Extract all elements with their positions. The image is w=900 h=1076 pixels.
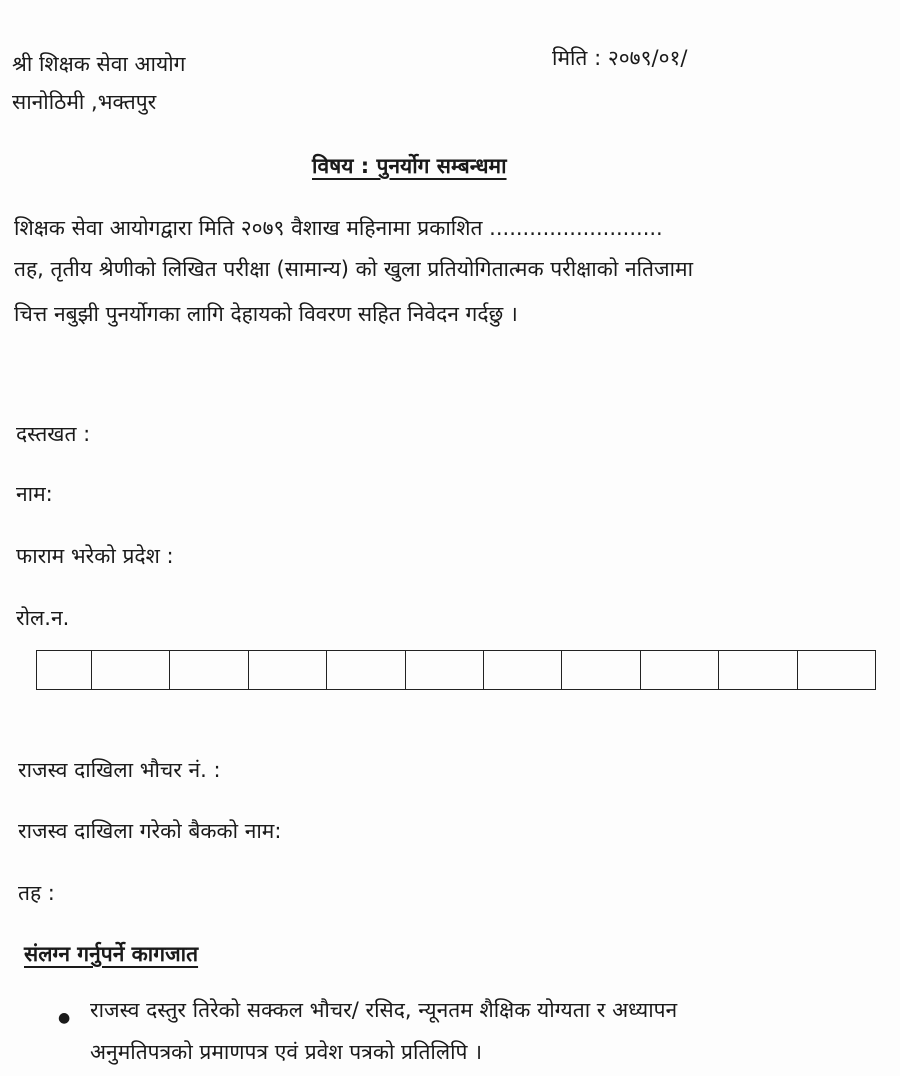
province-label: फाराम भरेको प्रदेश :	[16, 544, 174, 568]
attachment-item-line-2: अनुमतिपत्रको प्रमाणपत्र एवं प्रवेश पत्रको प्रतिलिपि ।	[90, 1040, 483, 1064]
name-label: नाम:	[16, 482, 53, 506]
body-line-1: शिक्षक सेवा आयोगद्वारा मिति २०७९ वैशाख महिनामा प्रकाशित ..........................	[14, 216, 663, 240]
level-label: तह :	[18, 881, 55, 905]
roll-number-cell	[327, 651, 405, 689]
voucher-number-label: राजस्व दाखिला भौचर नं. :	[18, 758, 221, 782]
attachment-item-line-1: राजस्व दस्तुर तिरेको सक्कल भौचर/ रसिद, न्यूनतम शैक्षिक योग्यता र अध्यापन	[90, 998, 678, 1022]
roll-number-cell	[37, 651, 92, 689]
signature-label: दस्तखत :	[16, 422, 91, 446]
roll-number-cell	[798, 651, 875, 689]
date-label: मिति : २०७९/०१/	[552, 46, 688, 70]
bank-name-label: राजस्व दाखिला गरेको बैकको नाम:	[18, 819, 282, 843]
body-line-3: चित्त नबुझी पुनर्योगका लागि देहायको विवरण सहित निवेदन गर्दछु ।	[14, 302, 518, 326]
addressee-line-1: श्री शिक्षक सेवा आयोग	[12, 52, 186, 76]
addressee-line-2: सानोठिमी ,भक्तपुर	[12, 90, 157, 114]
body-line-2: तह, तृतीय श्रेणीको लिखित परीक्षा (सामान्य) को खुला प्रतियोगितात्मक परीक्षाको नतिजामा	[14, 257, 694, 281]
roll-number-label: रोल.न.	[16, 606, 70, 630]
roll-number-cell	[562, 651, 640, 689]
roll-number-cell	[92, 651, 170, 689]
roll-number-cell	[249, 651, 327, 689]
bullet-icon: ●	[58, 1010, 71, 1026]
roll-number-cell	[719, 651, 797, 689]
roll-number-cell	[406, 651, 484, 689]
roll-number-cell	[484, 651, 562, 689]
roll-number-cell	[170, 651, 248, 689]
roll-number-cell	[641, 651, 719, 689]
attachments-heading: संलग्न गर्नुपर्ने कागजात	[24, 942, 199, 966]
roll-number-boxes	[36, 650, 876, 690]
subject-heading: विषय : पुनर्योग सम्बन्धमा	[312, 154, 507, 178]
